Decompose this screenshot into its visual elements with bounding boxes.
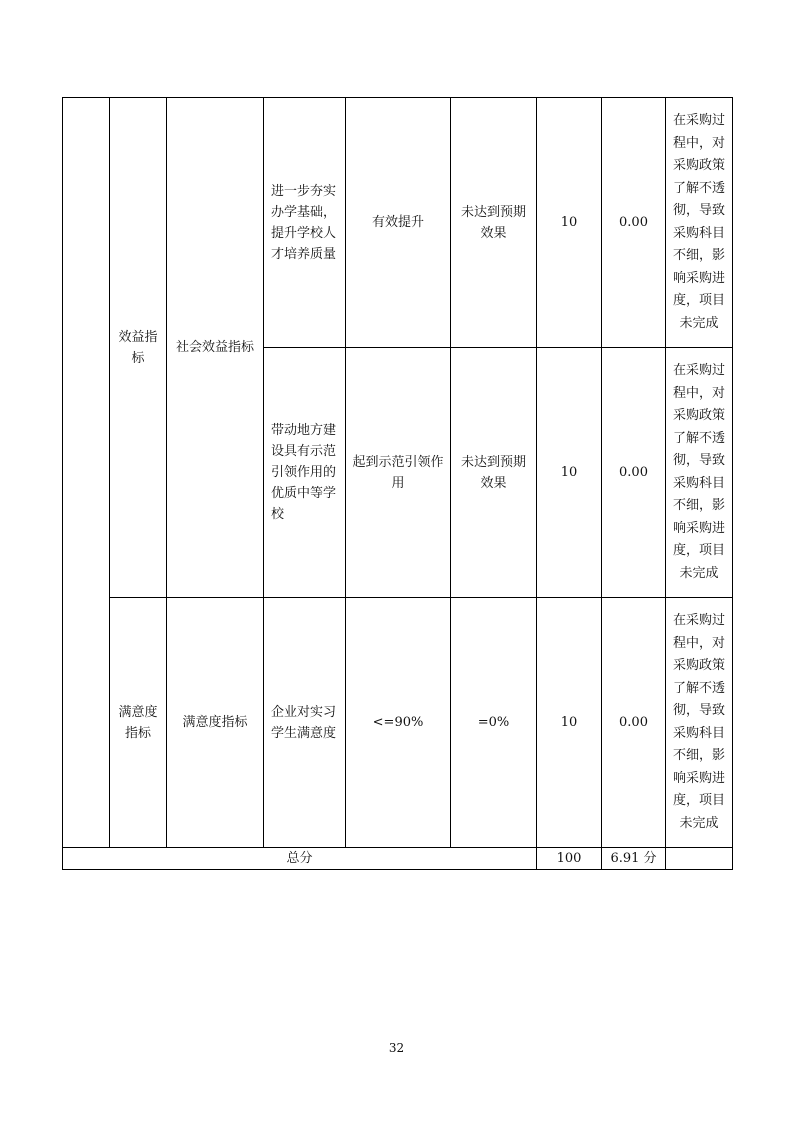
total-label: 总分 (63, 848, 537, 870)
level1-cell: 效益指标 (110, 98, 167, 598)
actual-cell: 未达到预期效果 (451, 98, 537, 348)
total-remark (666, 848, 733, 870)
actual-cell: =0% (451, 598, 537, 848)
target-cell: 有效提升 (346, 98, 451, 348)
indicator-cell: 进一步夯实办学基础，提升学校人才培养质量 (264, 98, 346, 348)
total-weight: 100 (537, 848, 602, 870)
table-row (63, 98, 733, 348)
score-cell: 0.00 (602, 348, 666, 598)
weight-cell: 10 (537, 348, 602, 598)
total-score: 6.91 分 (602, 848, 666, 870)
page-number: 32 (388, 1041, 405, 1055)
weight-cell: 10 (537, 98, 602, 348)
score-cell: 0.00 (602, 598, 666, 848)
weight-cell: 10 (537, 598, 602, 848)
level2-cell: 社会效益指标 (167, 98, 264, 598)
level1-cell: 满意度指标 (110, 598, 167, 848)
score-cell: 0.00 (602, 98, 666, 348)
actual-cell: 未达到预期效果 (451, 348, 537, 598)
remark-cell: 在采购过程中，对采购政策了解不透彻，导致采购科目不细，影响采购进度，项目未完成 (666, 98, 733, 348)
remark-cell: 在采购过程中，对采购政策了解不透彻，导致采购科目不细，影响采购进度，项目未完成 (666, 348, 733, 598)
level2-cell: 满意度指标 (167, 598, 264, 848)
table-row (63, 598, 733, 848)
total-row (63, 848, 733, 870)
level0-cell (63, 98, 110, 848)
remark-cell: 在采购过程中，对采购政策了解不透彻，导致采购科目不细，影响采购进度，项目未完成 (666, 598, 733, 848)
target-cell: <=90% (346, 598, 451, 848)
target-cell: 起到示范引领作用 (346, 348, 451, 598)
indicator-cell: 企业对实习学生满意度 (264, 598, 346, 848)
performance-table (62, 97, 733, 870)
indicator-cell: 带动地方建设具有示范引领作用的优质中等学校 (264, 348, 346, 598)
